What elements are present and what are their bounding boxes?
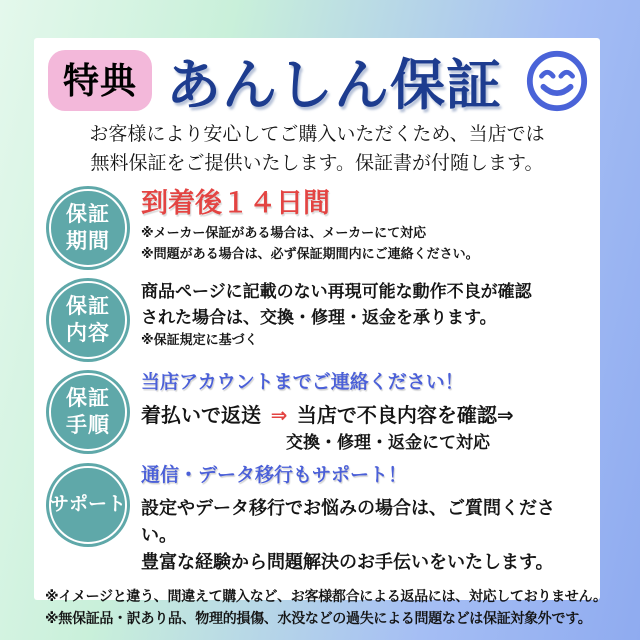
step-text-before-arrow: 着払いで返送 [141,404,267,427]
step-text-after-arrow: 当店で不良内容を確認⇒ [291,404,514,427]
circle-label-line1: 保証 [66,202,110,226]
circle-label-line2: 内容 [66,322,110,345]
section-warranty-coverage [46,278,590,362]
warranty-info-card [34,38,607,627]
benefit-badge: 特典 [48,50,152,111]
disclaimer-line2: ※無保証品・訳あり品、物理的損傷、水没などの過失による問題などは保証対象外です。 [45,610,592,627]
circle-label-line1: 保証 [66,294,110,318]
intro-text-line1: お客様により安心してご購入いただくため、当店では [89,124,545,145]
circle-label-line2: 手順 [66,414,110,437]
red-arrow-icon: ⇒ [270,404,288,427]
intro-text-line2: 無料保証をご提供いたします。保証書が付随します。 [90,152,544,174]
section-support [46,463,590,576]
warranty-coverage-content [141,278,590,350]
warranty-coverage-body2: された場合は、交換・修理・返金を承ります。 [141,307,497,327]
warranty-period-circle-label [46,186,130,270]
page-title: あんしん保証 [166,53,503,116]
warranty-period-note2: ※問題がある場合は、必ず保証期間内にご連絡ください。 [141,245,479,261]
warranty-procedure-circle-label [46,370,130,454]
support-circle-label [46,463,130,547]
warranty-period-title: 到着後１４日間 [141,188,330,218]
disclaimer [45,585,607,630]
smiley-face-icon [524,48,590,114]
warranty-period-content [141,186,590,264]
warranty-coverage-note: ※保証規定に基づく [141,332,258,347]
disclaimer-line1: ※イメージと違う、間違えて購入など、お客様都合による返品には、対応しておりません。 [45,588,607,605]
warranty-period-note1: ※メーカー保証がある場合は、メーカーにて対応 [141,225,427,241]
circle-label-line1: 保証 [66,386,110,410]
support-content [141,463,590,576]
warranty-procedure-step [141,402,590,431]
warranty-procedure-heading: 当店アカウントまでご連絡ください！ [141,372,464,393]
circle-label-line2: 期間 [66,230,110,253]
warranty-coverage-body1: 商品ページに記載のない再現可能な動作不良が確認 [141,282,532,301]
warranty-coverage-circle-label [46,278,130,362]
circle-label-line1: サポート [49,493,126,515]
section-warranty-procedure [46,370,590,455]
header [48,48,590,116]
warranty-procedure-step-line2: 交換・修理・返金にて対応 [286,432,490,452]
intro-text [34,121,600,178]
warranty-procedure-content [141,370,590,455]
section-warranty-period [46,186,590,270]
support-body1: 設定やデータ移行でお悩みの場合は、ご質問ください。 [141,498,555,546]
support-body2: 豊富な経験から問題解決のお手伝いをいたします。 [141,552,554,573]
support-heading: 通信・データ移行もサポート！ [141,465,408,487]
